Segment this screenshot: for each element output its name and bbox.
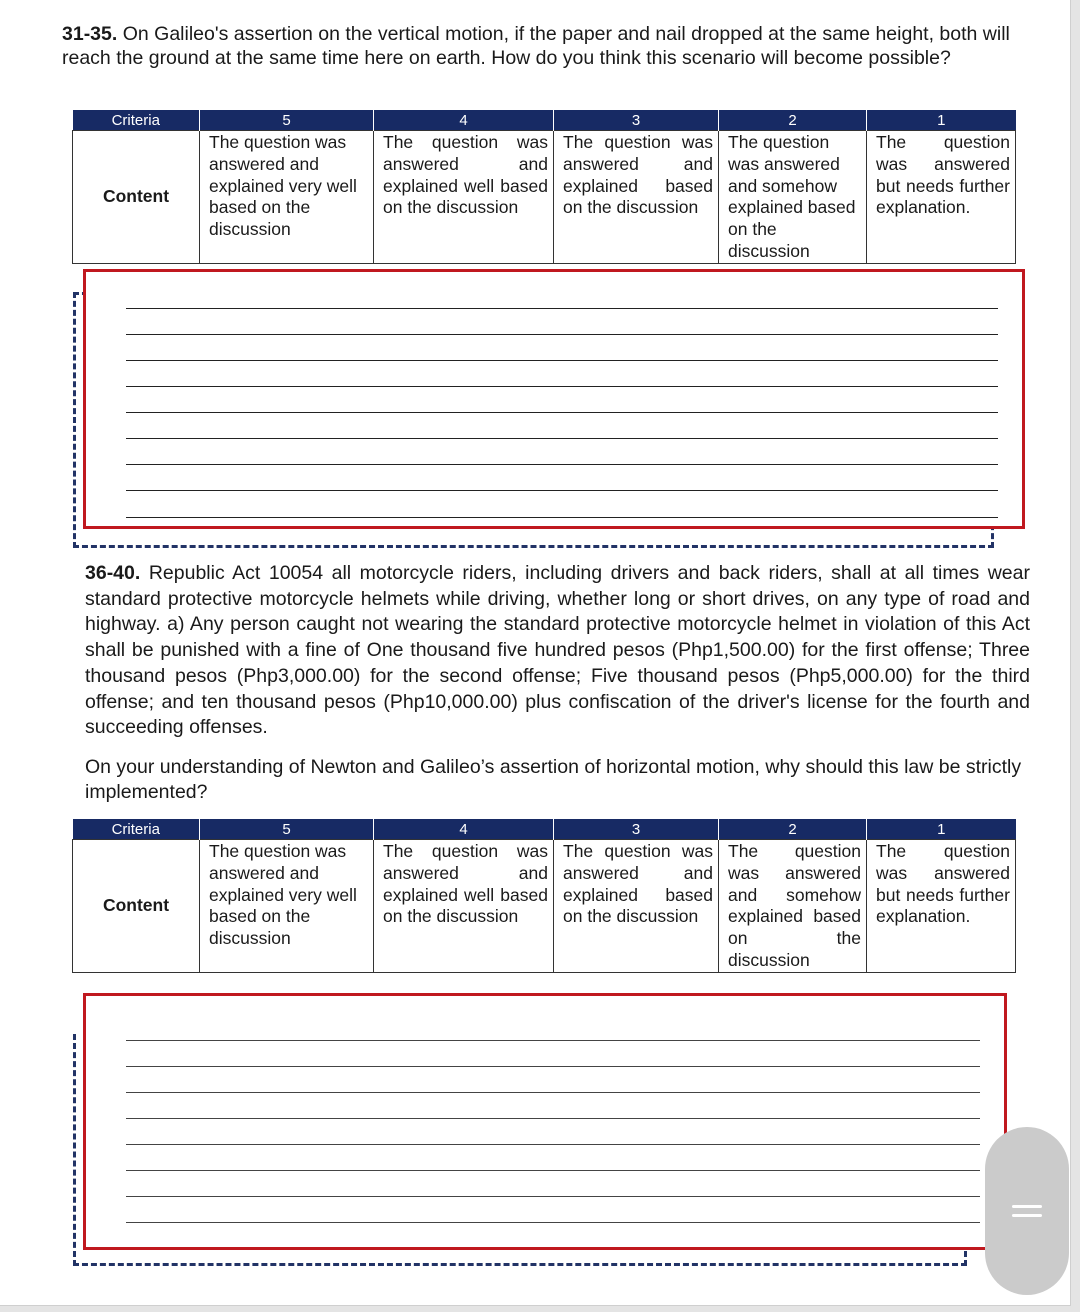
rubric-header-row bbox=[73, 110, 1016, 131]
answer-line bbox=[126, 1092, 980, 1093]
answer-line bbox=[126, 1144, 980, 1145]
header-criteria: Criteria bbox=[73, 819, 200, 840]
header-score-5: 5 bbox=[200, 110, 374, 131]
rubric-header-row bbox=[73, 819, 1016, 840]
cell-score-3: The question was answered and explained based on the discussion bbox=[554, 840, 719, 973]
answer-line bbox=[126, 1118, 980, 1119]
answer-box-1[interactable] bbox=[83, 269, 1025, 529]
rubric-table-2 bbox=[72, 819, 1016, 973]
header-score-5: 5 bbox=[200, 819, 374, 840]
answer-line bbox=[126, 412, 998, 413]
answer-line bbox=[126, 490, 998, 491]
criteria-content: Content bbox=[73, 840, 200, 973]
question-text: On Galileo's assertion on the vertical motion, if the paper and nail dropped at the same height, both will reach the ground at the same time here on earth. How do you think this scenario will become possible? bbox=[62, 23, 1010, 69]
answer-line bbox=[126, 386, 998, 387]
header-score-2: 2 bbox=[719, 110, 867, 131]
answer-line bbox=[126, 1066, 980, 1067]
question-prompt: On your understanding of Newton and Galileo’s assertion of horizontal motion, why should this law be strictly implemented? bbox=[85, 756, 1022, 803]
question-number: 31-35. bbox=[62, 23, 118, 45]
answer-line bbox=[126, 360, 998, 361]
cell-score-1: The question was answered but needs further explanation. bbox=[867, 131, 1016, 264]
answer-line bbox=[126, 464, 998, 465]
answer-line bbox=[126, 1040, 980, 1041]
answer-box-2[interactable] bbox=[83, 993, 1007, 1250]
answer-line bbox=[126, 1170, 980, 1171]
scroll-handle[interactable] bbox=[985, 1127, 1069, 1295]
answer-line bbox=[126, 438, 998, 439]
cell-score-3: The question was answered and explained based on the discussion bbox=[554, 131, 719, 264]
rubric-content-row bbox=[73, 131, 1016, 264]
cell-score-4: The question was answered and explained well based on the discussion bbox=[374, 131, 554, 264]
header-score-4: 4 bbox=[374, 110, 554, 131]
cell-score-2: The question was answered and somehow explained based on the discussion bbox=[719, 840, 867, 973]
cell-score-2: The question was answered and somehow explained based on the discussion bbox=[719, 131, 867, 264]
grip-icon bbox=[1012, 1201, 1042, 1221]
cell-score-4: The question was answered and explained well based on the discussion bbox=[374, 840, 554, 973]
answer-lines-2 bbox=[126, 996, 980, 1247]
question-31-35 bbox=[62, 22, 1017, 70]
header-score-3: 3 bbox=[554, 819, 719, 840]
answer-line bbox=[126, 517, 998, 518]
cell-score-5: The question was answered and explained very well based on the discussion bbox=[200, 131, 374, 264]
header-score-2: 2 bbox=[719, 819, 867, 840]
answer-line bbox=[126, 334, 998, 335]
answer-line bbox=[126, 308, 998, 309]
cell-score-1: The question was answered but needs further explanation. bbox=[867, 840, 1016, 973]
question-36-40 bbox=[85, 561, 1030, 741]
question-number: 36-40. bbox=[85, 562, 141, 584]
cell-score-5: The question was answered and explained very well based on the discussion bbox=[200, 840, 374, 973]
answer-line bbox=[126, 1196, 980, 1197]
question-text: Republic Act 10054 all motorcycle riders, including drivers and back riders, shall at all times wear standard protective motorcycle helmets while driving, whether long or short drives, on any type of road and highway. a) Any person caught not wearing the standard protective motorcycle helmet in violation of this Act shall be punished with a fine of One thousand five hundred pesos (Php1,500.00) for the first offense; Three thousand pesos (Php3,000.00) for the second offense; Five thousand pesos (Php5,000.00) for the third offense; and ten thousand pesos (Php10,000.00) plus confiscation of the driver's license for the fourth and succeeding offenses. bbox=[85, 562, 1030, 739]
header-score-1: 1 bbox=[867, 819, 1016, 840]
rubric-content-row bbox=[73, 840, 1016, 973]
answer-lines-1 bbox=[126, 272, 998, 526]
answer-line bbox=[126, 1222, 980, 1223]
header-score-4: 4 bbox=[374, 819, 554, 840]
rubric-table-1 bbox=[72, 110, 1016, 264]
header-score-1: 1 bbox=[867, 110, 1016, 131]
criteria-content: Content bbox=[73, 131, 200, 264]
header-criteria: Criteria bbox=[73, 110, 200, 131]
header-score-3: 3 bbox=[554, 110, 719, 131]
